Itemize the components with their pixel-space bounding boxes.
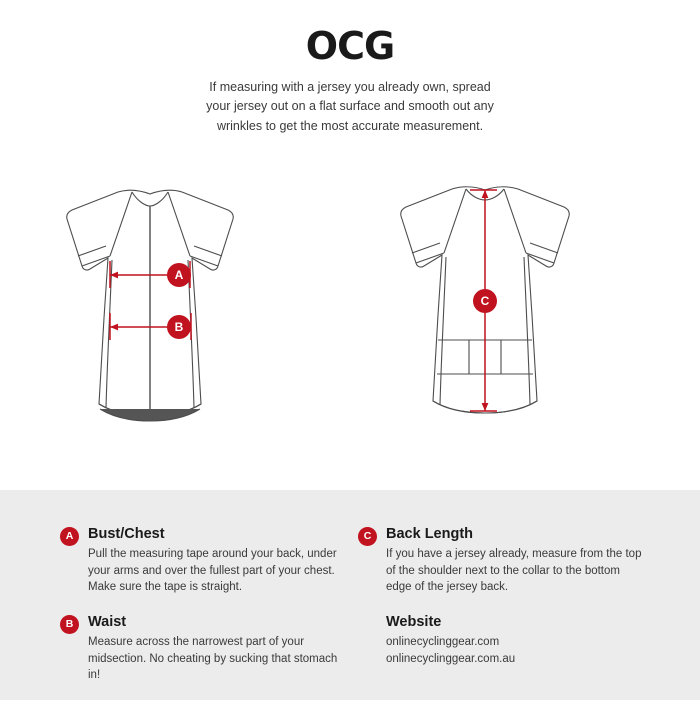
legend-description-bust-chest: Pull the measuring tape around your back, under your arms and over the fullest part of your chest. Make sure the tape is straight. (88, 548, 337, 594)
jersey-illustration-svg (0, 168, 700, 490)
legend-badge-a: A (60, 527, 79, 546)
intro-text: If measuring with a jersey you already own, spread your jersey out on a flat surface and smooth out any wrinkles to get the most accurate measurement. (206, 80, 494, 133)
website-line-2[interactable]: onlinecyclinggear.com.au (386, 653, 516, 666)
legend-panel (0, 490, 700, 700)
marker-b: B (167, 315, 191, 339)
brand-logo: OCG (305, 24, 395, 68)
marker-a: A (167, 263, 191, 287)
legend-item-back-length (358, 526, 648, 596)
legend-badge-b: B (60, 615, 79, 634)
legend-column-right (358, 526, 648, 687)
legend-title-bust-chest: Bust/Chest (88, 526, 165, 542)
legend-description-back-length: If you have a jersey already, measure from the top of the shoulder next to the collar to the bottom edge of the jersey back. (386, 548, 642, 594)
website-line-1[interactable]: onlinecyclinggear.com (386, 636, 500, 649)
legend-title-waist: Waist (88, 614, 127, 631)
legend-item-website (358, 614, 648, 669)
legend-badge-c: C (358, 527, 377, 546)
legend-description-waist: Measure across the narrowest part of your midsection. No cheating by sucking that stomach in! (88, 636, 338, 682)
jersey-diagram (0, 168, 700, 490)
legend-title-back-length: Back Length (386, 526, 474, 542)
legend-item-waist (60, 614, 345, 684)
marker-c: C (473, 289, 497, 313)
legend-item-bust-chest (60, 526, 345, 596)
legend-title-website: Website (386, 614, 442, 631)
jersey-front-view (67, 190, 234, 421)
website-link-au-com[interactable] (386, 634, 648, 669)
legend-column-left (60, 526, 345, 702)
